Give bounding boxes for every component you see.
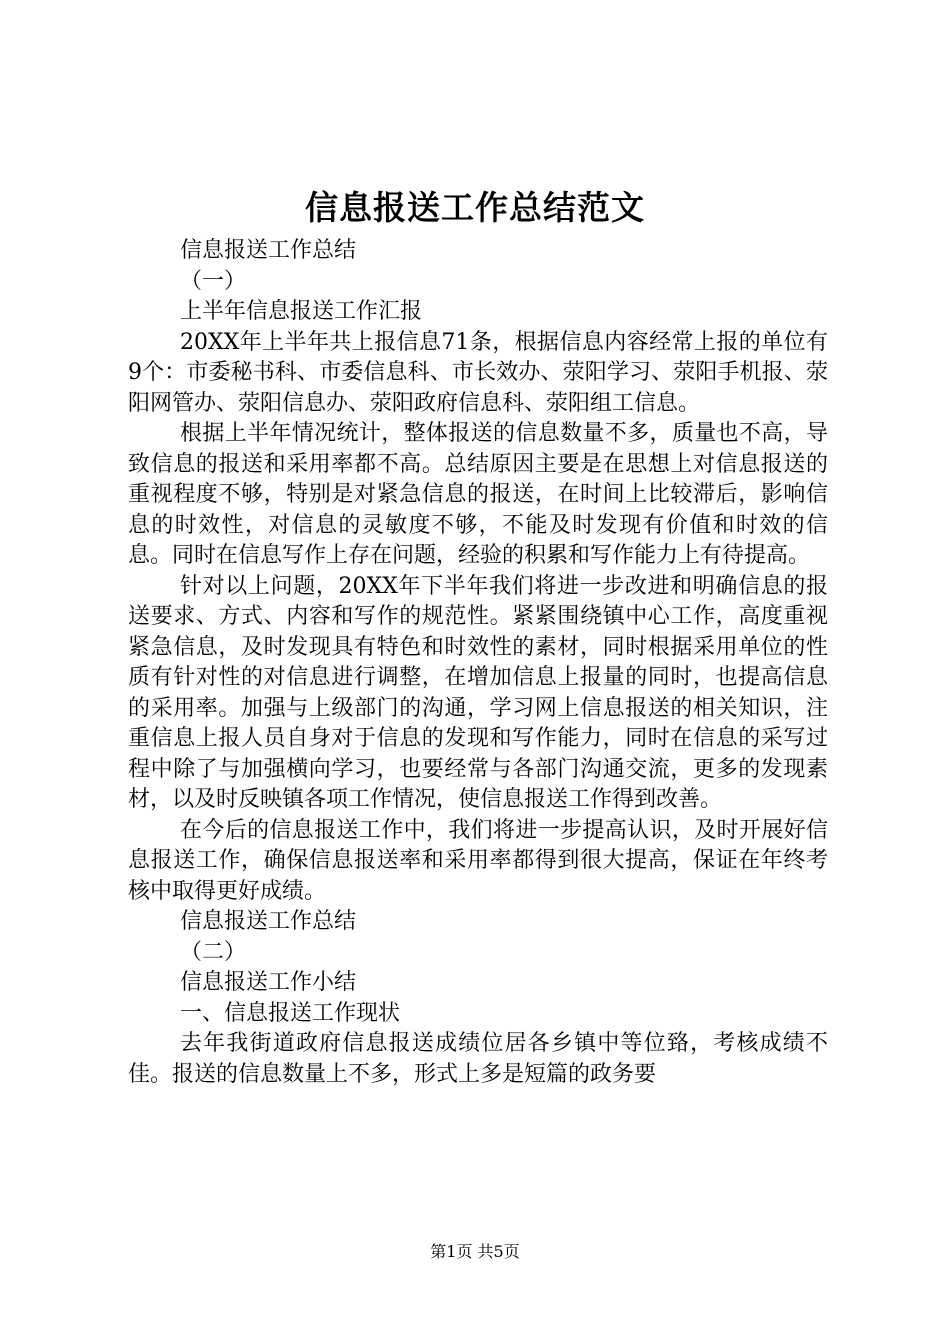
section-heading: 信息报送工作总结	[180, 238, 357, 263]
body-paragraph: 去年我街道政府信息报送成绩位居各乡镇中等位臵，考核成绩不佳。报送的信息数量上不多，形式上多是短篇的政务要	[128, 1031, 828, 1087]
body-paragraph: 在今后的信息报送工作中，我们将进一步提高认识，及时开展好信息报送工作，确保信息报送率和采用率都得到很大提高，保证在年终考核中取得更好成绩。	[128, 817, 828, 904]
section-subheading: 上半年信息报送工作汇报	[180, 299, 423, 324]
document-body	[128, 236, 828, 1090]
section-heading: 信息报送工作总结	[180, 909, 357, 934]
page-number-footer: 第1页 共5页	[430, 1242, 520, 1261]
body-paragraph: 针对以上问题，20XX年下半年我们将进一步改进和明确信息的报送要求、方式、内容和写作的规范性。紧紧围绕镇中心工作，高度重视紧急信息，及时发现具有特色和时效性的素材，同时根据采用单位的性质有针对性的对信息进行调整，在增加信息上报量的同时，也提高信息的采用率。加强与上级部门的沟通，学习网上信息报送的相关知识，注重信息上报人员自身对于信息的发现和写作能力，同时在信息的采写过程中除了与加强横向学习，也要经常与各部门沟通交流，更多的发现素材，以及时反映镇各项工作情况，使信息报送工作得到改善。	[128, 573, 828, 812]
section-subheading: 信息报送工作小结	[180, 970, 357, 995]
section-number: （一）	[180, 268, 247, 294]
section-number: （二）	[180, 939, 247, 965]
document-title: 信息报送工作总结范文	[305, 188, 645, 227]
body-paragraph: 根据上半年情况统计，整体报送的信息数量不多，质量也不高，导致信息的报送和采用率都不高。总结原因主要是在思想上对信息报送的重视程度不够，特别是对紧急信息的报送，在时间上比较滞后，影响信息的时效性，对信息的灵敏度不够，不能及时发现有价值和时效的信息。同时在信息写作上存在问题，经验的积累和写作能力上有待提高。	[128, 421, 828, 568]
subsection-heading: 一、信息报送工作现状	[180, 1000, 401, 1026]
body-paragraph: 20XX年上半年共上报信息71条，根据信息内容经常上报的单位有9个：市委秘书科、市委信息科、市长效办、荥阳学习、荥阳手机报、荥阳网管办、荥阳信息办、荥阳政府信息科、荥阳组工信息。	[128, 329, 828, 416]
